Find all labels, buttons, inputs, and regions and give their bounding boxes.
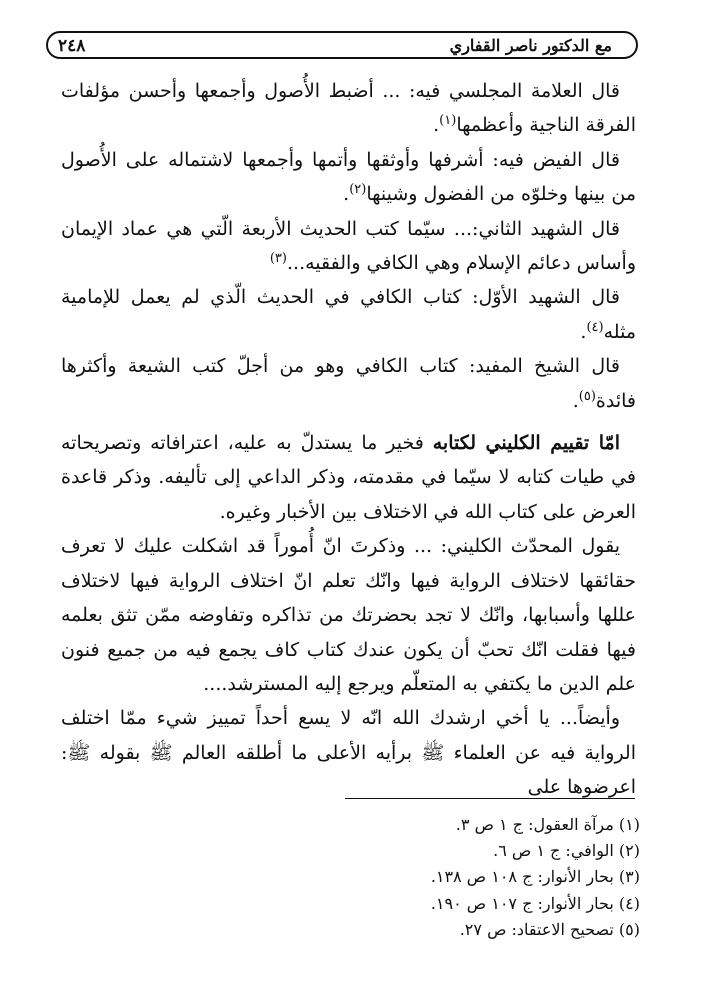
- kulayni-evaluation-heading: امّا تقييم الكليني لكتابه: [432, 432, 620, 455]
- footnote-ref-5: (٥): [578, 388, 596, 404]
- footnote-separator: [345, 798, 635, 799]
- quote-mufid: [61, 349, 636, 418]
- quote-shahid-awwal: [61, 280, 636, 349]
- kulayni-quote-text: يقول المحدّث الكليني: ... وذكرتَ انّ أُموراً قد اشكلت عليك لا تعرف حقائقها لاختلاف الرواية فيها وانّك تعلم انّ اختلاف الرواية فيها لاختلاف عللها وأسبابها، وانّك لا تجد بحضرتك من تذاكره وتفاوضه ممّن تثق بعلمه فيها فقلت انّك تحبّ أن يكون عندك كتاب كاف يجمع فيه من جميع فنون علم الدين ما يكتفي به المتعلّم ويرجع إليه المسترشد....: [61, 535, 636, 695]
- kulayni-quote-continued-text: وأيضاً... يا أخي ارشدك الله انّه لا يسع أحداً تمييز شيء ممّا اختلف الرواية فيه عن العلماء ﷺ برأيه الأعلى ما أطلقه العالم ﷺ بقوله ﷺ: اعرضوها على: [61, 707, 636, 799]
- quote-shahid-awwal-text: قال الشهيد الأوّل: كتاب الكافي في الحديث الّذي لم يعمل للإمامية مثله: [61, 286, 636, 343]
- footnotes-block: [220, 812, 640, 943]
- running-header-title: مع الدكتور ناصر القفاري: [449, 36, 612, 55]
- footnote-4: (٤) بحار الأنوار: ج ١٠٧ ص ١٩٠.: [430, 893, 640, 913]
- quote-majlisi-text: قال العلامة المجلسي فيه: ... أضبط الأُصول وأجمعها وأحسن مؤلفات الفرقة الناجية وأعظمها: [61, 80, 636, 137]
- quote-majlisi: [61, 74, 636, 143]
- quote-shahid-thani-text: قال الشهيد الثاني:... سيّما كتب الحديث الأربعة الّتي هي عماد الإيمان وأساس دعائم الإسلام وهي الكافي والفقيه...: [61, 217, 636, 275]
- footnote-2: (٢) الوافي: ج ١ ص ٦.: [493, 841, 640, 861]
- quote-mufid-text: قال الشيخ المفيد: كتاب الكافي وهو من أجلّ كتب الشيعة وأكثرها فائدة: [61, 355, 636, 412]
- footnote-ref-2: (٢): [349, 182, 367, 198]
- footnote-3: (٣) بحار الأنوار: ج ١٠٨ ص ١٣٨.: [430, 867, 640, 887]
- quote-fayd: [61, 143, 636, 212]
- footnote-ref-1: (١): [439, 113, 457, 129]
- kulayni-evaluation-text: فخير ما يستدلّ به عليه، اعترافاته وتصريحاته في طيات كتابه لا سيّما في مقدمته، وذكر الداعي إلى تأليفه. وذكر قاعدة العرض على كتاب الله في الاختلاف بين الأخبار وغيره.: [61, 432, 636, 523]
- quote-fayd-text: قال الفيض فيه: أشرفها وأوثقها وأتمها وأجمعها لاشتماله على الأُصول من بينها وخلوّه من الفضول وشينها: [61, 148, 636, 206]
- kulayni-quote-paragraph: [61, 529, 636, 701]
- kulayni-evaluation-paragraph: [61, 426, 636, 529]
- kulayni-quote-continued: [61, 701, 636, 804]
- page-number: ٢٤٨: [58, 36, 86, 56]
- quote-shahid-awwal-end: .: [580, 320, 587, 343]
- main-text-block: [61, 74, 636, 805]
- footnote-1: (١) مرآة العقول: ج ١ ص ٣.: [455, 815, 640, 834]
- footnote-ref-3: (٣): [269, 251, 287, 267]
- quote-majlisi-end: .: [433, 114, 440, 137]
- paragraph-gap: [61, 418, 636, 426]
- footnote-5: (٥) تصحيح الاعتقاد: ص ٢٧.: [459, 919, 640, 939]
- quote-fayd-end: .: [343, 183, 350, 206]
- quote-mufid-end: .: [572, 389, 579, 412]
- footnote-ref-4: (٤): [586, 319, 604, 335]
- quote-shahid-thani: [61, 212, 636, 281]
